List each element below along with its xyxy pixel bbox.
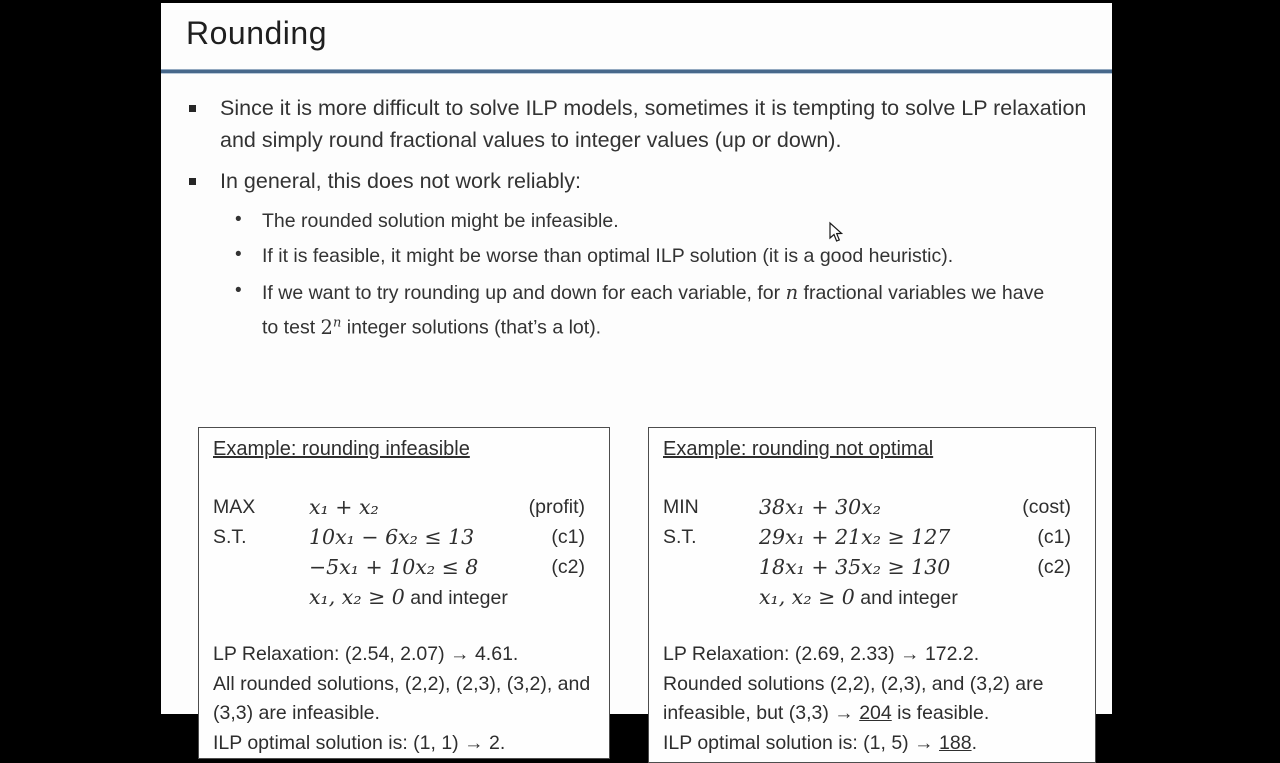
result-line: ILP optimal solution is: (1, 1) → 2.	[213, 731, 506, 754]
model-row-label	[213, 553, 309, 583]
model-row-expression: 18x₁ + 35x₂ ≥ 130	[759, 555, 951, 579]
dot-bullet-marker: •	[235, 244, 242, 265]
model-row-objective	[213, 493, 595, 523]
model-row-constraint-1	[663, 523, 1081, 553]
lp-model	[663, 493, 1081, 613]
square-bullet-marker	[189, 105, 196, 112]
example-results	[663, 640, 1081, 758]
model-row-domain	[213, 583, 595, 613]
model-row-label: MIN	[663, 496, 699, 518]
model-row-tag: (c1)	[1037, 526, 1071, 548]
slide-title: Rounding	[186, 15, 327, 51]
result-line: LP Relaxation: (2.69, 2.33) → 172.2.	[663, 643, 980, 665]
lp-model	[213, 493, 595, 613]
model-row-expression: −5x₁ + 10x₂ ≤ 8	[309, 555, 479, 579]
example-box-heading: Example: rounding infeasible	[213, 438, 470, 460]
example-box-heading: Example: rounding not optimal	[663, 438, 934, 460]
math-exponent: n	[332, 315, 342, 330]
example-box-rounding-infeasible	[198, 427, 610, 759]
model-row-expression: x₁, x₂ ≥ 0 and integer	[309, 585, 508, 609]
math-two-power-n	[321, 316, 342, 339]
example-box-rounding-not-optimal	[648, 427, 1096, 763]
sub-bullet-item-1	[161, 207, 1112, 237]
bullet-text: Since it is more difficult to solve ILP models, sometimes it is tempting to solve LP relaxation and simply round fractional values to integer values (up or down).	[220, 96, 1087, 152]
model-row-tag	[585, 583, 595, 613]
model-row-label	[213, 583, 309, 613]
title-divider-rule	[161, 69, 1112, 74]
model-row-tag: (profit)	[528, 496, 585, 518]
bullet-item-2	[161, 166, 1112, 198]
text-segment: integer solutions (that’s a lot).	[341, 316, 602, 339]
model-row-constraint-2	[213, 553, 595, 583]
model-row-label: S.T.	[213, 526, 247, 548]
sub-bullet-text: The rounded solution might be infeasible.	[262, 209, 619, 232]
model-row-domain	[663, 583, 1081, 613]
sub-bullet-text	[262, 278, 1052, 344]
text-segment: fractional variables we have to test	[262, 281, 1045, 339]
presentation-slide	[161, 3, 1112, 754]
model-row-label	[663, 583, 759, 613]
model-row-tag: (cost)	[1022, 496, 1071, 518]
square-bullet-marker	[189, 178, 196, 185]
model-row-constraint-1	[213, 523, 595, 553]
model-row-objective	[663, 493, 1081, 523]
result-line: LP Relaxation: (2.54, 2.07) → 4.61.	[213, 643, 519, 665]
model-row-tag	[1071, 583, 1081, 613]
mouse-cursor-icon	[829, 222, 843, 243]
model-row-expression: 29x₁ + 21x₂ ≥ 127	[759, 525, 951, 549]
dot-bullet-marker: •	[235, 279, 242, 301]
sub-bullet-item-3	[161, 278, 1112, 344]
model-row-expression: 38x₁ + 30x₂	[759, 495, 881, 519]
model-row-expression: x₁, x₂ ≥ 0 and integer	[759, 585, 958, 609]
bullet-text: In general, this does not work reliably:	[220, 169, 581, 193]
dot-bullet-marker: •	[235, 208, 242, 230]
slide-body	[161, 87, 1112, 754]
bullet-item-1	[161, 93, 1112, 156]
result-line: Rounded solutions (2,2), (2,3), and (3,2) are infeasible, but (3,3) → 204 is feasible.	[663, 672, 1044, 724]
sub-bullet-item-2	[161, 242, 1112, 272]
math-base: 2	[320, 315, 333, 339]
example-results	[213, 640, 595, 758]
model-row-expression: 10x₁ − 6x₂ ≤ 13	[309, 525, 475, 549]
sub-bullet-list	[161, 207, 1112, 344]
model-row-tag: (c1)	[551, 526, 585, 548]
model-row-label: MAX	[213, 496, 256, 518]
model-row-tag: (c2)	[1037, 556, 1071, 578]
sub-bullet-text: If it is feasible, it might be worse than optimal ILP solution (it is a good heuristic).	[262, 245, 954, 267]
model-row-label: S.T.	[663, 526, 697, 548]
model-row-constraint-2	[663, 553, 1081, 583]
model-row-tag: (c2)	[551, 556, 585, 578]
result-line: ILP optimal solution is: (1, 5) → 188.	[663, 731, 977, 754]
model-row-label	[663, 553, 759, 583]
math-variable-n: n	[785, 280, 799, 304]
model-row-expression: x₁ + x₂	[309, 495, 379, 519]
result-line: All rounded solutions, (2,2), (2,3), (3,2), and (3,3) are infeasible.	[213, 672, 591, 724]
text-segment: If we want to try rounding up and down for each variable, for	[262, 281, 786, 304]
